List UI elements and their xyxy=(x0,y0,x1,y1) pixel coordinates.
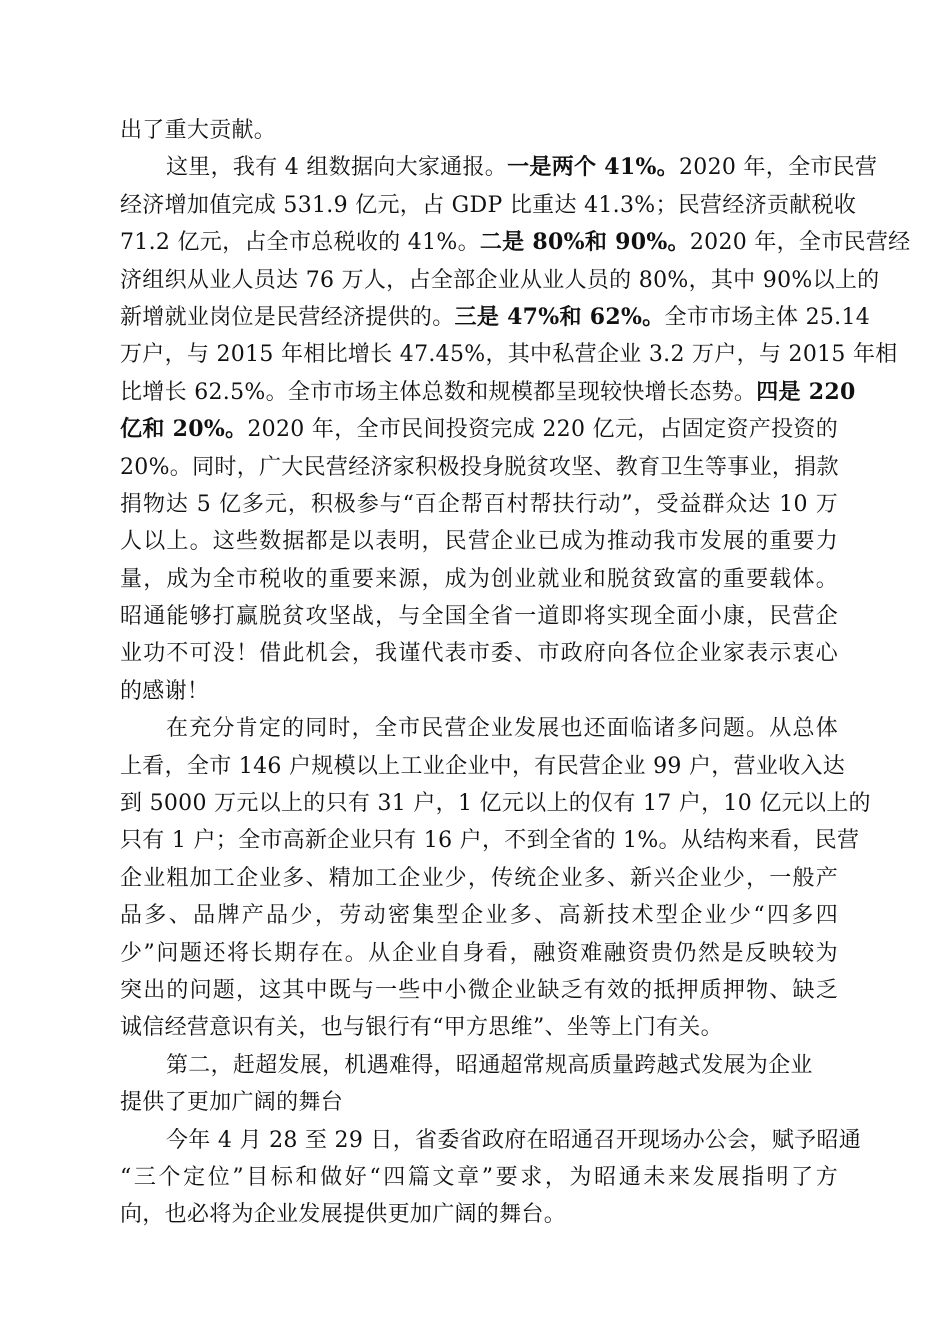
text-segment: 2020 年，全市民营经 xyxy=(689,230,911,256)
text-line xyxy=(120,1084,838,1121)
bold-highlight: 一是两个 41%。 xyxy=(507,154,679,181)
text-line xyxy=(120,299,871,336)
text-segment: 少”问题还将长期存在。从企业自身看，融资难融资贵仍然是反映较为 xyxy=(120,940,838,966)
text-segment: 20%。同时，广大民营经济家积极投身脱贫攻坚、教育卫生等事业，捐款 xyxy=(120,454,839,480)
text-segment: 人以上。这些数据都是以表明，民营企业已成为推动我市发展的重要力 xyxy=(120,529,838,555)
text-segment: 量，成为全市税收的重要来源，成为创业就业和脱贫致富的重要载体。 xyxy=(120,566,838,592)
text-segment: 2020 年，全市民间投资完成 220 亿元，占固定资产投资的 xyxy=(247,417,839,443)
text-line xyxy=(120,149,878,186)
text-line xyxy=(120,935,838,972)
text-segment: 捐物达 5 亿多元，积极参与“百企帮百村帮扶行动”，受益群众达 10 万 xyxy=(120,491,838,517)
text-line xyxy=(120,598,838,635)
text-line xyxy=(120,1159,838,1196)
text-segment: 在充分肯定的同时，全市民营企业发展也还面临诸多问题。从总体 xyxy=(166,716,838,742)
text-line xyxy=(120,1122,862,1159)
text-line xyxy=(120,486,838,523)
text-line xyxy=(120,411,838,448)
text-segment: 今年 4 月 28 至 29 日，省委省政府在昭通召开现场办公会，赋予昭通 xyxy=(166,1127,862,1153)
document-body xyxy=(120,112,911,1234)
bold-highlight: 三是 47%和 62%。 xyxy=(454,303,665,330)
text-segment: 的感谢！ xyxy=(120,678,210,704)
text-line xyxy=(120,262,880,299)
text-line xyxy=(120,1009,838,1046)
text-segment: 出了重大贡献。 xyxy=(120,118,277,143)
text-line xyxy=(120,187,857,224)
paragraph xyxy=(120,149,911,710)
text-segment: 提供了更加广阔的舞台 xyxy=(120,1090,344,1116)
text-segment: 业功不可没！借此机会，我谨代表市委、市政府向各位企业家表示衷心 xyxy=(120,641,838,667)
text-line xyxy=(120,673,838,710)
paragraph xyxy=(120,710,871,1047)
text-segment: 这里，我有 4 组数据向大家通报。 xyxy=(166,155,508,181)
paragraph xyxy=(120,1122,862,1234)
text-segment: 比增长 62.5%。全市市场主体总数和规模都呈现较快增长态势。 xyxy=(120,379,757,405)
text-line xyxy=(120,224,911,261)
text-line xyxy=(120,449,838,486)
text-segment: 上看，全市 146 户规模以上工业企业中，有民营企业 99 户，营业收入达 xyxy=(120,753,846,779)
text-segment: 济组织从业人员达 76 万人，占全部企业从业人员的 80%，其中 90%以上的 xyxy=(120,267,880,293)
text-segment: 经济增加值完成 531.9 亿元，占 GDP 比重达 41.3%；民营经济贡献税收 xyxy=(120,192,857,218)
text-segment: 全市市场主体 25.14 xyxy=(664,304,871,330)
text-segment: “三个定位”目标和做好“四篇文章”要求，为昭通未来发展指明了方 xyxy=(120,1164,838,1190)
bold-highlight: 亿和 20%。 xyxy=(120,416,248,443)
text-line xyxy=(120,1196,838,1233)
text-segment: 2020 年，全市民营 xyxy=(678,155,878,181)
bold-highlight: 四是 220 xyxy=(756,378,856,405)
text-line xyxy=(120,561,838,598)
text-line xyxy=(120,112,838,149)
text-segment: 企业粗加工企业多、精加工企业少，传统企业多、新兴企业少，一般产 xyxy=(120,865,838,891)
text-line xyxy=(120,860,838,897)
text-segment: 万户，与 2015 年相比增长 47.45%，其中私营企业 3.2 万户，与 2015 年相 xyxy=(120,342,898,368)
text-line xyxy=(120,1047,838,1084)
text-line xyxy=(120,748,846,785)
bold-highlight: 二是 80%和 90%。 xyxy=(479,229,690,256)
text-segment: 品多、品牌产品少，劳动密集型企业多、高新技术型企业少“四多四 xyxy=(120,903,838,929)
text-line xyxy=(120,972,838,1009)
paragraph xyxy=(120,112,838,149)
text-segment: 第二，赶超发展，机遇难得，昭通超常规高质量跨越式发展为企业 xyxy=(166,1052,813,1078)
text-line xyxy=(120,374,856,411)
text-line xyxy=(120,635,838,672)
text-segment: 71.2 亿元，占全市总税收的 41%。 xyxy=(120,230,480,256)
text-line xyxy=(120,336,898,373)
text-segment: 新增就业岗位是民营经济提供的。 xyxy=(120,304,455,330)
text-segment: 诚信经营意识有关，也与银行有“甲方思维”、坐等上门有关。 xyxy=(120,1015,723,1041)
text-line xyxy=(120,710,838,747)
text-line xyxy=(120,897,838,934)
text-segment: 突出的问题，这其中既与一些中小微企业缺乏有效的抵押质押物、缺乏 xyxy=(120,977,838,1003)
text-line xyxy=(120,822,860,859)
section-heading xyxy=(120,1047,838,1122)
text-segment: 到 5000 万元以上的只有 31 户，1 亿元以上的仅有 17 户，10 亿元以上的 xyxy=(120,791,871,817)
text-line xyxy=(120,523,838,560)
text-segment: 只有 1 户；全市高新企业只有 16 户，不到全省的 1%。从结构来看，民营 xyxy=(120,828,860,854)
text-line xyxy=(120,785,871,822)
text-segment: 昭通能够打赢脱贫攻坚战，与全国全省一道即将实现全面小康，民营企 xyxy=(120,604,838,630)
text-segment: 向，也必将为企业发展提供更加广阔的舞台。 xyxy=(120,1202,567,1228)
